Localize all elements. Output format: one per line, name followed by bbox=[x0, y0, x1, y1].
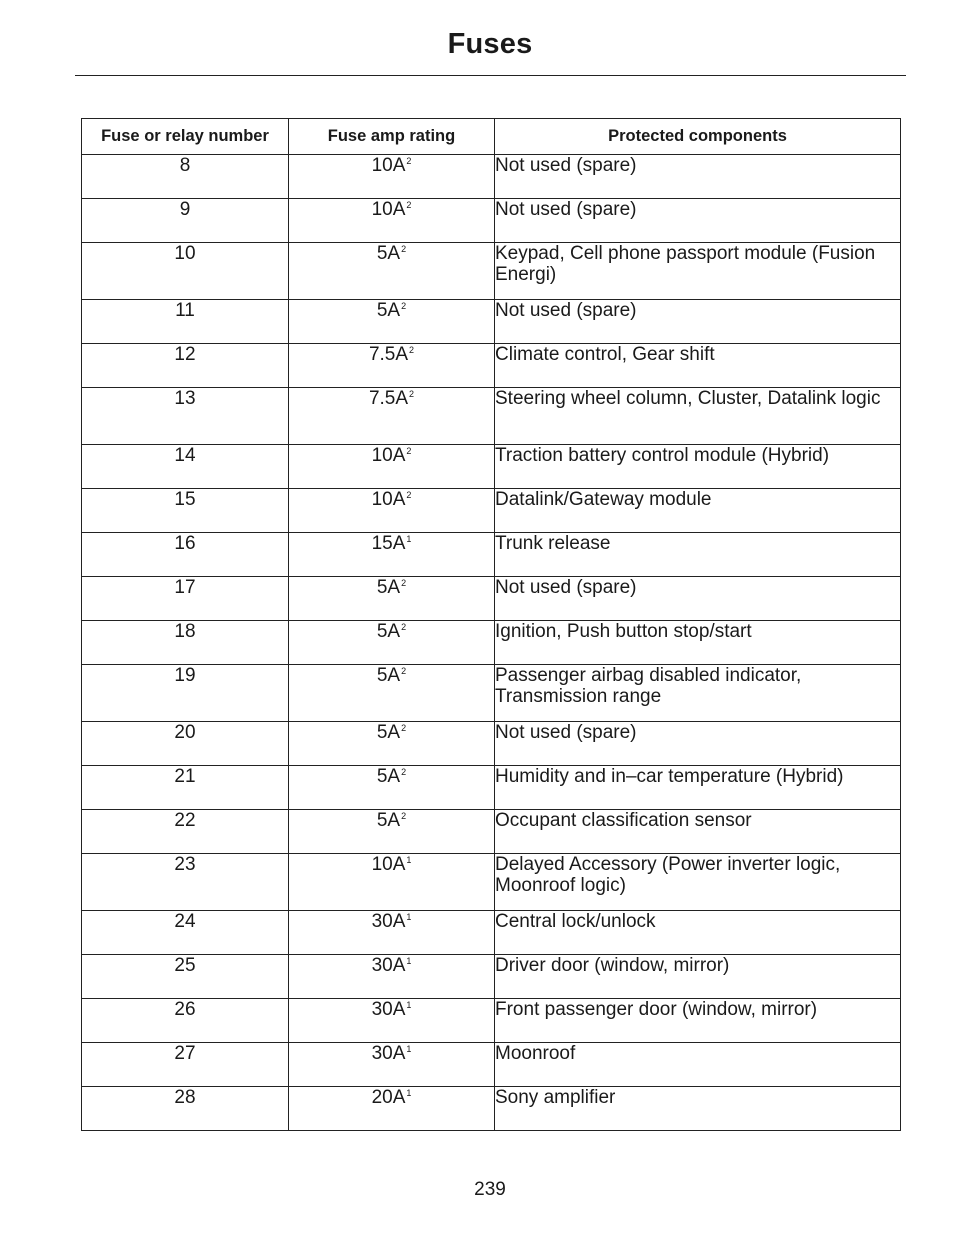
footnote-marker: 2 bbox=[401, 244, 407, 254]
fuse-number-cell: 28 bbox=[82, 1087, 289, 1131]
amp-rating-value: 10A bbox=[371, 155, 406, 176]
fuse-number-cell: 23 bbox=[82, 854, 289, 911]
fuse-number-cell: 20 bbox=[82, 722, 289, 766]
amp-rating-cell bbox=[289, 854, 495, 911]
protected-components-cell: Driver door (window, mirror) bbox=[495, 955, 901, 999]
protected-components-cell: Moonroof bbox=[495, 1043, 901, 1087]
footnote-marker: 1 bbox=[406, 534, 412, 544]
footnote-marker: 1 bbox=[406, 1000, 412, 1010]
footnote-marker: 2 bbox=[406, 200, 412, 210]
amp-rating-cell bbox=[289, 577, 495, 621]
fuse-table bbox=[81, 118, 901, 1131]
fuse-number-cell: 25 bbox=[82, 955, 289, 999]
footnote-marker: 2 bbox=[401, 301, 407, 311]
table-row bbox=[82, 445, 901, 489]
table-row bbox=[82, 300, 901, 344]
footnote-marker: 2 bbox=[406, 156, 412, 166]
footnote-marker: 2 bbox=[409, 389, 415, 399]
table-row bbox=[82, 199, 901, 243]
footnote-marker: 2 bbox=[401, 622, 407, 632]
amp-rating-value: 30A bbox=[371, 1043, 406, 1064]
fuse-number-cell: 15 bbox=[82, 489, 289, 533]
amp-rating-cell bbox=[289, 155, 495, 199]
protected-components-cell: Traction battery control module (Hybrid) bbox=[495, 445, 901, 489]
fuse-number-cell: 11 bbox=[82, 300, 289, 344]
table-row bbox=[82, 388, 901, 445]
footnote-marker: 1 bbox=[406, 855, 412, 865]
protected-components-cell: Climate control, Gear shift bbox=[495, 344, 901, 388]
table-row bbox=[82, 854, 901, 911]
fuse-number-cell: 27 bbox=[82, 1043, 289, 1087]
protected-components-cell: Datalink/Gateway module bbox=[495, 489, 901, 533]
table-row bbox=[82, 722, 901, 766]
table-row bbox=[82, 621, 901, 665]
table-row bbox=[82, 489, 901, 533]
footnote-marker: 1 bbox=[406, 956, 412, 966]
amp-rating-cell bbox=[289, 445, 495, 489]
amp-rating-cell bbox=[289, 810, 495, 854]
fuse-number-cell: 10 bbox=[82, 243, 289, 300]
table-row bbox=[82, 955, 901, 999]
table-row bbox=[82, 999, 901, 1043]
table-row bbox=[82, 665, 901, 722]
amp-rating-cell bbox=[289, 955, 495, 999]
amp-rating-cell bbox=[289, 665, 495, 722]
fuse-number-cell: 9 bbox=[82, 199, 289, 243]
amp-rating-value: 10A bbox=[371, 445, 406, 466]
table-row bbox=[82, 810, 901, 854]
amp-rating-value: 30A bbox=[371, 911, 406, 932]
protected-components-cell: Steering wheel column, Cluster, Datalink logic bbox=[495, 388, 901, 445]
table-header bbox=[82, 119, 901, 155]
amp-rating-value: 30A bbox=[371, 955, 406, 976]
fuse-number-cell: 14 bbox=[82, 445, 289, 489]
page-title: Fuses bbox=[447, 28, 533, 60]
fuse-number-cell: 21 bbox=[82, 766, 289, 810]
fuse-number-cell: 17 bbox=[82, 577, 289, 621]
amp-rating-value: 7.5A bbox=[368, 344, 409, 365]
protected-components-cell: Keypad, Cell phone passport module (Fusion Energi) bbox=[495, 243, 901, 300]
table-row bbox=[82, 533, 901, 577]
fuse-number-cell: 18 bbox=[82, 621, 289, 665]
fuse-number-cell: 19 bbox=[82, 665, 289, 722]
amp-rating-cell bbox=[289, 243, 495, 300]
amp-rating-cell bbox=[289, 1043, 495, 1087]
footnote-marker: 2 bbox=[409, 345, 415, 355]
protected-components-cell: Not used (spare) bbox=[495, 577, 901, 621]
protected-components-cell: Not used (spare) bbox=[495, 199, 901, 243]
protected-components-cell: Front passenger door (window, mirror) bbox=[495, 999, 901, 1043]
amp-rating-value: 7.5A bbox=[368, 388, 409, 409]
fuse-number-cell: 8 bbox=[82, 155, 289, 199]
amp-rating-value: 5A bbox=[376, 722, 401, 743]
page-number: 239 bbox=[474, 1179, 506, 1200]
title-divider bbox=[75, 75, 906, 76]
table-row bbox=[82, 1087, 901, 1131]
table-row bbox=[82, 344, 901, 388]
protected-components-cell: Central lock/unlock bbox=[495, 911, 901, 955]
amp-rating-value: 5A bbox=[376, 766, 401, 787]
amp-rating-cell bbox=[289, 722, 495, 766]
amp-rating-value: 20A bbox=[371, 1087, 406, 1108]
amp-rating-value: 5A bbox=[376, 665, 401, 686]
amp-rating-value: 5A bbox=[376, 577, 401, 598]
footnote-marker: 1 bbox=[406, 912, 412, 922]
footnote-marker: 1 bbox=[406, 1088, 412, 1098]
amp-rating-value: 10A bbox=[371, 854, 406, 875]
protected-components-cell: Not used (spare) bbox=[495, 300, 901, 344]
protected-components-cell: Not used (spare) bbox=[495, 722, 901, 766]
fuse-number-cell: 26 bbox=[82, 999, 289, 1043]
amp-rating-cell bbox=[289, 766, 495, 810]
amp-rating-cell bbox=[289, 388, 495, 445]
amp-rating-cell bbox=[289, 621, 495, 665]
amp-rating-value: 5A bbox=[376, 243, 401, 264]
amp-rating-value: 5A bbox=[376, 621, 401, 642]
amp-rating-value: 10A bbox=[371, 489, 406, 510]
protected-components-cell: Ignition, Push button stop/start bbox=[495, 621, 901, 665]
protected-components-cell: Trunk release bbox=[495, 533, 901, 577]
table-body bbox=[82, 155, 901, 1131]
protected-components-cell: Delayed Accessory (Power inverter logic, Moonroof logic) bbox=[495, 854, 901, 911]
amp-rating-value: 5A bbox=[376, 810, 401, 831]
protected-components-cell: Passenger airbag disabled indicator, Transmission range bbox=[495, 665, 901, 722]
header-fuse-number: Fuse or relay number bbox=[82, 119, 289, 155]
amp-rating-cell bbox=[289, 300, 495, 344]
amp-rating-value: 15A bbox=[371, 533, 406, 554]
amp-rating-cell bbox=[289, 344, 495, 388]
amp-rating-cell bbox=[289, 199, 495, 243]
footnote-marker: 2 bbox=[401, 578, 407, 588]
footnote-marker: 1 bbox=[406, 1044, 412, 1054]
fuse-number-cell: 16 bbox=[82, 533, 289, 577]
footnote-marker: 2 bbox=[401, 767, 407, 777]
table-row bbox=[82, 155, 901, 199]
footnote-marker: 2 bbox=[401, 666, 407, 676]
header-protected-components: Protected components bbox=[495, 119, 901, 155]
footnote-marker: 2 bbox=[406, 490, 412, 500]
footnote-marker: 2 bbox=[406, 446, 412, 456]
footnote-marker: 2 bbox=[401, 811, 407, 821]
protected-components-cell: Not used (spare) bbox=[495, 155, 901, 199]
table-row bbox=[82, 1043, 901, 1087]
amp-rating-value: 30A bbox=[371, 999, 406, 1020]
table-row bbox=[82, 911, 901, 955]
amp-rating-value: 5A bbox=[376, 300, 401, 321]
table-row bbox=[82, 243, 901, 300]
fuse-number-cell: 13 bbox=[82, 388, 289, 445]
amp-rating-cell bbox=[289, 489, 495, 533]
amp-rating-cell bbox=[289, 999, 495, 1043]
fuse-number-cell: 12 bbox=[82, 344, 289, 388]
header-row bbox=[82, 119, 901, 155]
amp-rating-cell bbox=[289, 911, 495, 955]
fuse-number-cell: 22 bbox=[82, 810, 289, 854]
amp-rating-cell bbox=[289, 1087, 495, 1131]
protected-components-cell: Humidity and in–car temperature (Hybrid) bbox=[495, 766, 901, 810]
table-row bbox=[82, 766, 901, 810]
protected-components-cell: Sony amplifier bbox=[495, 1087, 901, 1131]
amp-rating-value: 10A bbox=[371, 199, 406, 220]
fuse-number-cell: 24 bbox=[82, 911, 289, 955]
amp-rating-cell bbox=[289, 533, 495, 577]
protected-components-cell: Occupant classification sensor bbox=[495, 810, 901, 854]
header-amp-rating: Fuse amp rating bbox=[289, 119, 495, 155]
table-row bbox=[82, 577, 901, 621]
footnote-marker: 2 bbox=[401, 723, 407, 733]
